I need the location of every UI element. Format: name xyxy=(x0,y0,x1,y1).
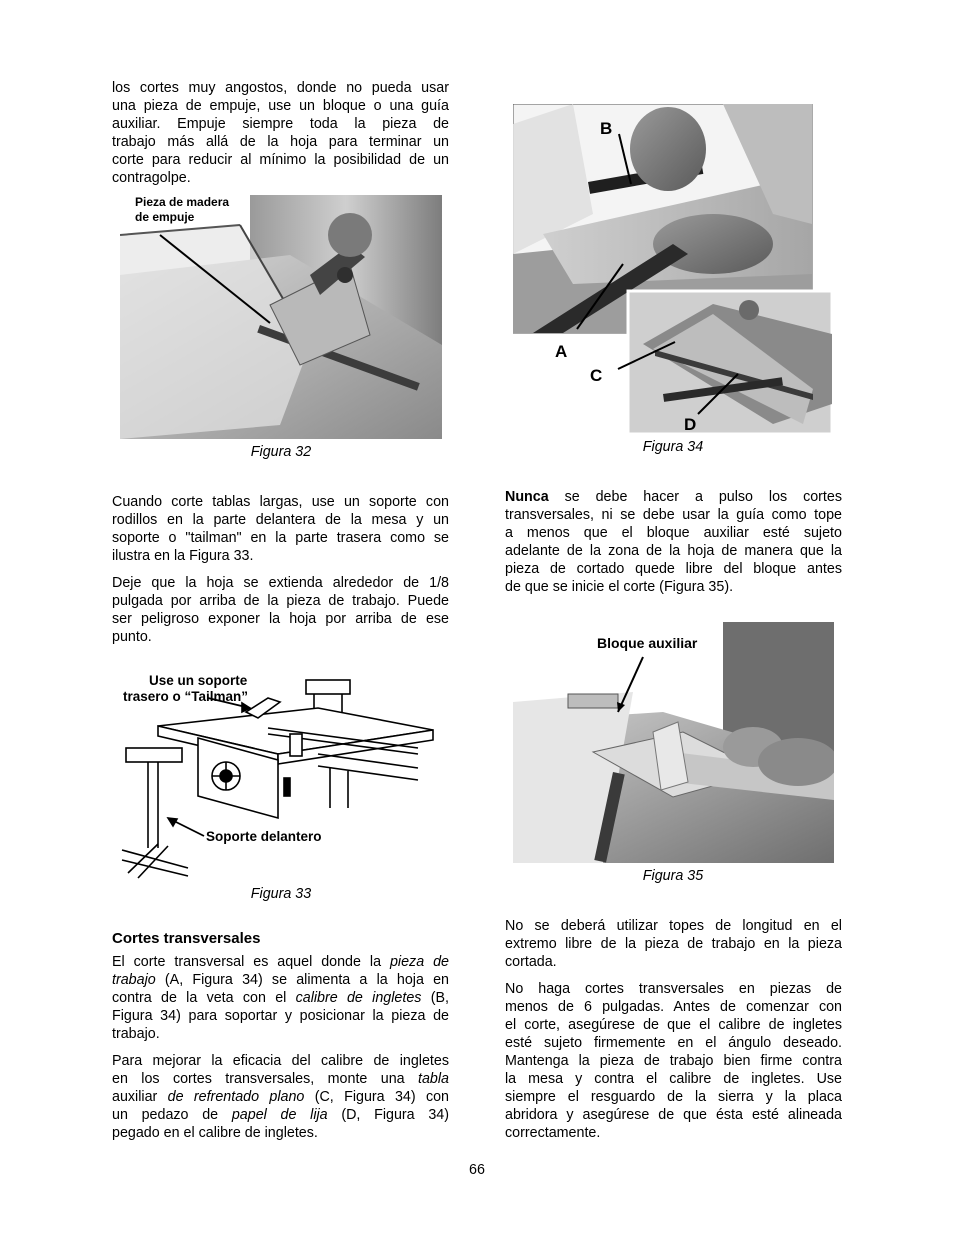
figure-32-label-line2: de empuje xyxy=(135,210,195,224)
text-line: pulgada por arriba de la pieza de trabajo. Puede xyxy=(112,593,449,609)
page-number: 66 xyxy=(469,1162,485,1178)
text-line: Deje que la hoja se extienda alrededor de 1/8 xyxy=(112,575,449,591)
figure-32-image xyxy=(120,195,442,439)
figure-33-caption: Figura 33 xyxy=(250,886,312,902)
paragraph-topes xyxy=(505,917,842,971)
text-line: soporte o "tailman" en la parte trasera como se xyxy=(112,530,449,546)
text-line: esté sujeto firmemente en el ángulo deseado. xyxy=(505,1035,842,1051)
text-line: punto. xyxy=(112,629,152,645)
text-line: Nunca se debe hacer a pulso los cortes xyxy=(505,489,842,505)
paragraph-tablas xyxy=(112,493,449,565)
text-line: corte para reducir al mínimo la posibilidad de un xyxy=(112,152,449,168)
paragraph-cortes xyxy=(112,953,449,1043)
text-line: Mantenga la pieza de trabajo bien firme contra xyxy=(505,1053,842,1069)
text-line: Cuando corte tablas largas, use un soporte con xyxy=(112,494,449,510)
paragraph-hoja xyxy=(112,574,449,646)
figure-34-caption: Figura 34 xyxy=(642,439,704,455)
text-line: Para mejorar la eficacia del calibre de ingletes xyxy=(112,1053,449,1069)
figure-33-label-top-line2: trasero o “Tailman” xyxy=(123,689,249,704)
text-line: pegado en el calibre de ingletes. xyxy=(112,1125,318,1141)
figure-35-label: Bloque auxiliar xyxy=(597,635,698,651)
figure-34-image xyxy=(513,104,832,434)
text-line: Figura 34) para soportar y posicionar la pieza de xyxy=(112,1008,449,1024)
section-heading: Cortes transversales xyxy=(112,930,261,947)
text-line: abridora y asegúrese de que ésta esté alineada xyxy=(505,1107,842,1123)
figure-34-label-d: D xyxy=(684,415,697,434)
text-line: de que se inicie el corte (Figura 35). xyxy=(505,579,734,595)
paragraph-eficacia xyxy=(112,1052,449,1142)
text-line: en los cortes transversales, monte una tabla xyxy=(112,1071,449,1087)
text-line: auxiliar. Empuje siempre toda la pieza de xyxy=(112,116,449,132)
figure-32-label-line1: Pieza de madera xyxy=(135,195,230,209)
figure-33-label-bottom: Soporte delantero xyxy=(206,829,322,844)
figure-35-caption: Figura 35 xyxy=(642,868,704,884)
text-line: adelante de la zona de la hoja de manera que la xyxy=(505,543,842,559)
text-line: cortada. xyxy=(505,954,557,970)
paragraph-nunca xyxy=(505,488,842,596)
text-line: los cortes muy angostos, donde no pueda usar xyxy=(112,80,449,96)
figure-33-image xyxy=(118,668,443,883)
text-line: trabajo. xyxy=(112,1026,160,1042)
figure-33-label-top-line1: Use un soporte xyxy=(149,673,248,688)
text-line: ser peligroso exponer la hoja por arriba de ese xyxy=(112,611,449,627)
figure-34-label-a: A xyxy=(555,342,568,361)
text-line: contra de la veta con el calibre de ingletes (B, xyxy=(112,990,449,1006)
text-line: No haga cortes transversales en piezas de xyxy=(505,981,842,997)
paragraph-no-haga xyxy=(505,980,842,1142)
intro-paragraph xyxy=(112,79,449,187)
text-line: auxiliar de refrentado plano (C, Figura 34) con xyxy=(112,1089,450,1105)
text-line: extremo libre de la pieza de trabajo en la pieza xyxy=(505,936,842,952)
text-line: No se deberá utilizar topes de longitud en el xyxy=(505,918,842,934)
text-line: El corte transversal es aquel donde la pieza de xyxy=(112,954,449,970)
text-line: contragolpe. xyxy=(112,170,191,186)
text-line: correctamente. xyxy=(505,1125,601,1141)
text-line: menos de 6 pulgadas. Antes de comenzar con xyxy=(505,999,842,1015)
text-line: rodillos en la parte delantera de la mesa y un xyxy=(112,512,449,528)
text-line: un pedazo de papel de lija (D, Figura 34) xyxy=(112,1107,449,1123)
figure-35-image xyxy=(513,622,834,863)
text-line: trabajo más allá de la hoja para terminar un xyxy=(112,134,449,150)
figure-32-caption: Figura 32 xyxy=(250,444,312,460)
figure-34-label-b: B xyxy=(600,119,613,138)
text-line: el corte, asegúrese de que el calibre de ingletes xyxy=(505,1017,842,1033)
text-line: transversales, ni se debe usar la guía como tope xyxy=(505,507,842,523)
text-line: la mesa y contra el calibre de ingletes. Use xyxy=(505,1071,842,1087)
text-line: siempre el resguardo de la sierra y la placa xyxy=(505,1089,842,1105)
text-line: a menos que el bloque auxiliar esté sujeto xyxy=(505,525,842,541)
text-line: ilustra en la Figura 33. xyxy=(112,548,254,564)
text-line: una pieza de empuje, use un bloque o una guía xyxy=(112,98,449,114)
text-line: trabajo (A, Figura 34) se alimenta a la hoja en xyxy=(112,972,449,988)
figure-34-label-c: C xyxy=(590,366,603,385)
text-line: pieza de cortado quede libre del bloque antes xyxy=(505,561,842,577)
